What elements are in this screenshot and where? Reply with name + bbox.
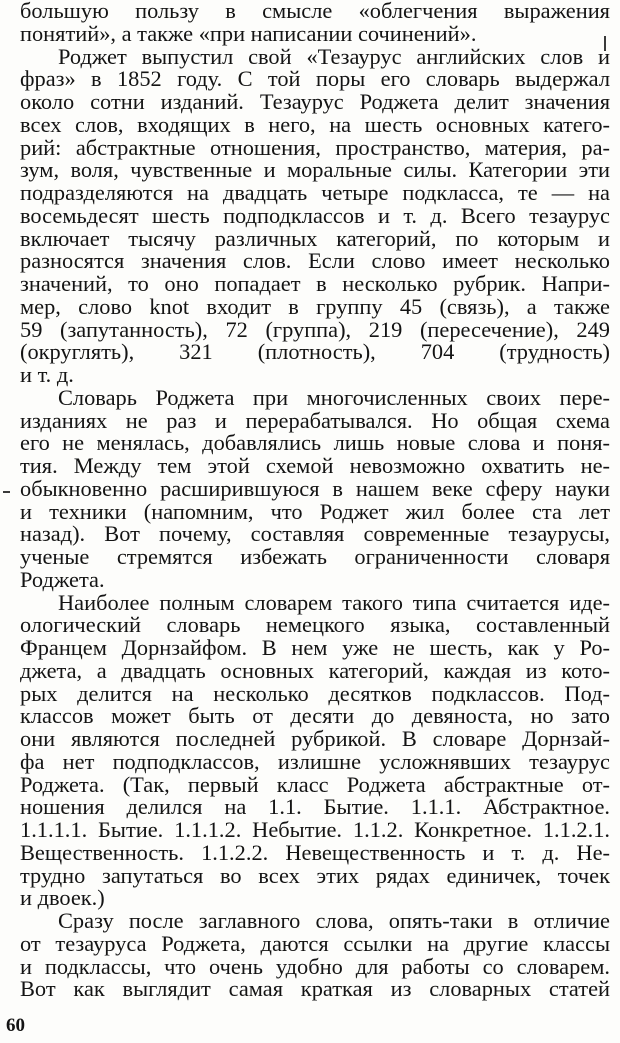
text-line: ношения делился на 1.1. Бытие. 1.1.1. Абстрактное. [20, 794, 610, 820]
text-line: (округлять), 321 (плотность), 704 (трудность) [20, 339, 610, 365]
text-line: они являются последней рубрикой. В словаре Дорнзай- [20, 726, 610, 751]
text-line: Вот как выглядит самая краткая из словарных статей [20, 976, 610, 1002]
text-line: Роджета. (Так, первый класс Роджета абстрактные от- [20, 771, 610, 797]
text-line: Наиболее полным словарем такого типа считается иде- [58, 589, 610, 615]
text-line: восемьдесят шесть подподклассов и т. д. Всего тезаурус [20, 202, 610, 228]
text-line: всех слов, входящих в него, на шесть основных катего- [20, 111, 610, 137]
text-line: подразделяются на двадцать четыре подкласса, те — на [20, 180, 610, 205]
text-line: разносятся значения слов. Если слово имеет несколько [20, 248, 610, 274]
text-line: и т. д. [20, 362, 74, 387]
text-line: ученые стремятся избежать ограниченности словаря [20, 544, 610, 569]
text-line: его не менялась, добавлялись лишь новые слова и поня- [20, 430, 610, 456]
text-line: понятий», а также «при написании сочинений». [20, 20, 477, 46]
text-line: большую пользу в смысле «облегчения выражения [20, 0, 610, 23]
text-line: рий: абстрактные отношения, пространство, материя, ра- [20, 134, 610, 160]
text-line: Роджета. [20, 566, 105, 592]
text-line: трудно запутаться во всех этих рядах единичек, точек [20, 862, 610, 888]
text-line: 1.1.1.1. Бытие. 1.1.1.2. Небытие. 1.1.2. Конкретное. 1.1.2.1. [20, 817, 610, 842]
text-line: фраз» в 1852 году. С той поры его словарь выдержал [20, 66, 610, 92]
text-line: фа нет подподклассов, излишне усложнявших тезаурус [20, 748, 610, 774]
page-number: 60 [6, 1015, 25, 1036]
text-line: Роджет выпустил свой «Тезаурус английских слов и [58, 43, 610, 69]
margin-dash [3, 491, 10, 493]
text-line: зум, воля, чувственные и моральные силы. Категории эти [20, 157, 610, 183]
text-line: включает тысячу различных категорий, по которым и [20, 225, 610, 251]
text-line: изданиях не раз и перерабатывался. Но общая схема [20, 407, 610, 433]
text-line: Францем Дорнзайфом. В нем уже не шесть, как у Ро- [20, 635, 610, 660]
text-line: рых делится на несколько десятков подклассов. Под- [20, 680, 610, 706]
text-line: и техники (напомним, что Роджет жил более ста лет [20, 498, 610, 524]
text-line: ологический словарь немецкого языка, составленный [20, 612, 610, 638]
body-text [20, 0, 610, 1001]
text-line: джета, а двадцать основных категорий, каждая из кото- [20, 657, 610, 683]
text-line: около сотни изданий. Тезаурус Роджета делит значения [20, 89, 610, 114]
text-line: и двоек.) [20, 885, 105, 911]
text-line: 59 (запутанность), 72 (группа), 219 (пересечение), 249 [20, 316, 610, 342]
text-line: мер, слово knot входит в группу 45 (связь), а также [20, 293, 610, 319]
text-line: обыкновенно расширившуюся в нашем веке сферу науки [20, 475, 610, 501]
text-line: и подклассы, что очень удобно для работы со словарем. [20, 953, 610, 979]
text-line: от тезауруса Роджета, даются ссылки на другие классы [20, 930, 610, 956]
text-line: Вещественность. 1.1.2.2. Невещественность и т. д. Не- [20, 839, 610, 865]
text-line: значений, то оно попадает в несколько рубрик. Напри- [20, 271, 610, 296]
text-line: классов может быть от десяти до девяноста, но зато [20, 703, 610, 729]
text-line: Словарь Роджета при многочисленных своих пере- [58, 384, 610, 410]
text-line: тия. Между тем этой схемой невозможно охватить не- [20, 453, 610, 478]
text-line: назад). Вот почему, составляя современные тезаурусы, [20, 521, 610, 547]
text-line: Сразу после заглавного слова, опять-таки в отличие [58, 908, 610, 933]
